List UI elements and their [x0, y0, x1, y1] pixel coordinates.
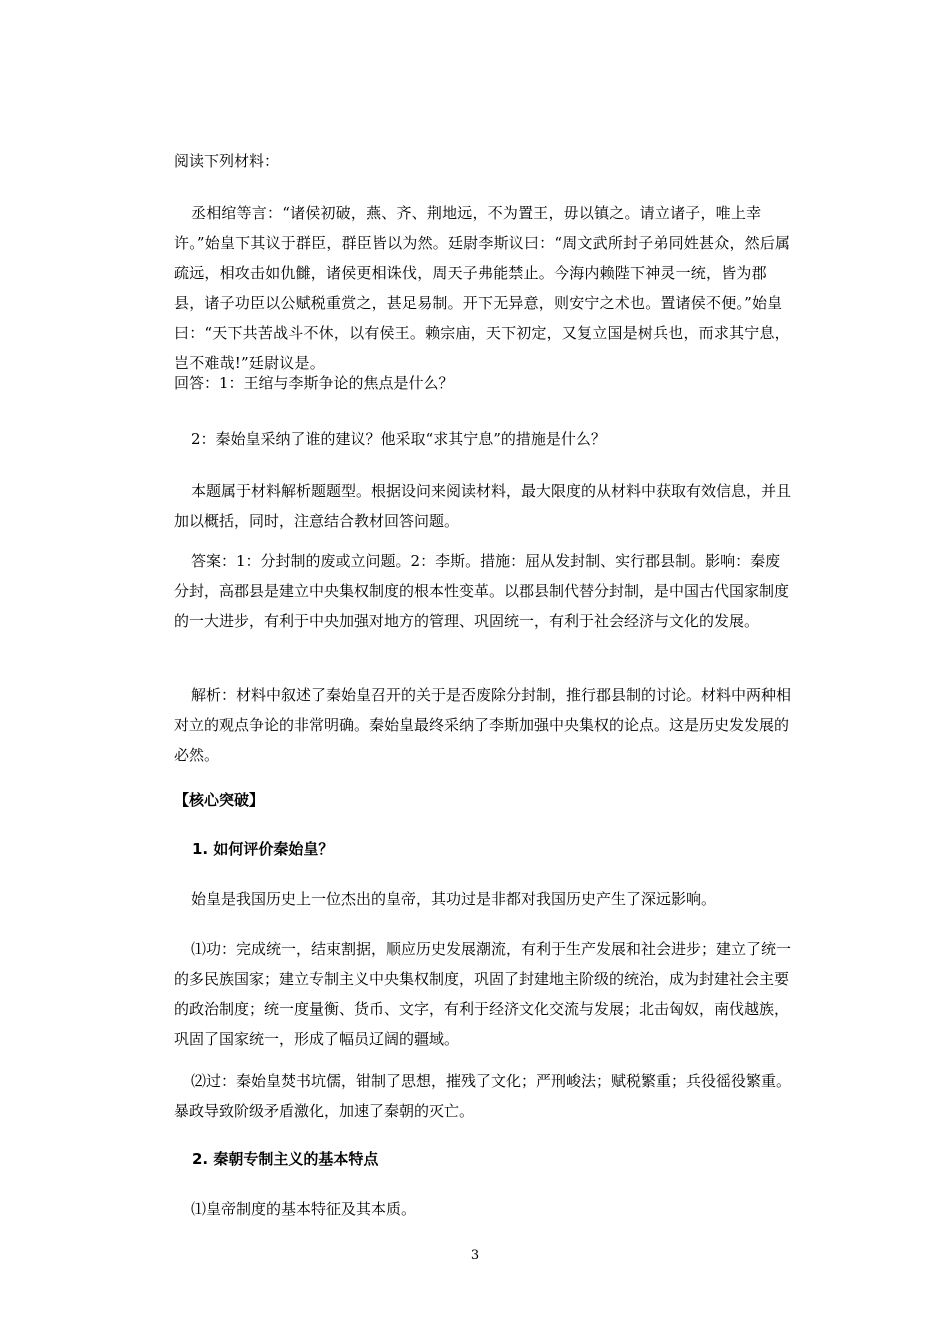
reading-prompt: 阅读下列材料： [174, 152, 280, 170]
page-number: 3 [470, 1248, 480, 1263]
heading-qin-autocracy-features: 2. 秦朝专制主义的基本特点 [192, 1150, 379, 1168]
method-paragraph: 本题属于材料解析题题型。根据设问来阅读材料，最大限度的从材料中获取有效信息，并且加以概括，同时，注意结合教材回答问题。 [174, 482, 792, 530]
section-heading: 【核心突破】 [174, 791, 265, 809]
heading-evaluate-qin-shihuang: 1. 如何评价秦始皇？ [192, 840, 334, 858]
analysis-paragraph: 解析：材料中叙述了秦始皇召开的关于是否废除分封制，推行郡县制的讨论。材料中两种相对立的观点争论的非常明确。秦始皇最终采纳了李斯加强中央集权的论点。这是历史发发展的必然。 [174, 686, 792, 764]
answer-paragraph: 答案：1：分封制的废或立问题。2：李斯。措施：屈从发封制、实行郡县制。影响：秦废分封，高郡县是建立中央集权制度的根本性变革。以郡县制代替分封制，是中国古代国家制度的一大进步，有利于中央加强对地方的管理、巩固统一，有利于社会经济与文化的发展。 [174, 552, 790, 630]
question-1: 回答：1：王绾与李斯争论的焦点是什么？ [174, 374, 454, 392]
faults-paragraph: ⑵过：秦始皇焚书坑儒，钳制了思想，摧残了文化；严刑峻法；赋税繁重；兵役徭役繁重。暴政导致阶级矛盾激化，加速了秦朝的灭亡。 [174, 1072, 792, 1120]
evaluation-intro: 始皇是我国历史上一位杰出的皇帝，其功过是非都对我国历史产生了深远影响。 [191, 890, 717, 908]
question-2: 2：秦始皇采纳了谁的建议？他采取“求其宁息”的措施是什么？ [191, 430, 606, 448]
point-emperor-system: ⑴皇帝制度的基本特征及其本质。 [191, 1200, 417, 1218]
merits-paragraph: ⑴功：完成统一，结束割据，顺应历史发展潮流，有利于生产发展和社会进步；建立了统一的多民族国家；建立专制主义中央集权制度，巩固了封建地主阶级的统治，成为封建社会主要的政治制度；统一度量衡、货币、文字，有利于经济文化交流与发展；北击匈奴，南伐越族，巩固了国家统一，形成了幅员辽阔的疆域。 [174, 940, 792, 1048]
source-material-paragraph: 丞相绾等言：“诸侯初破，燕、齐、荆地远，不为置王，毋以镇之。请立诸子，唯上幸许。”始皇下其议于群臣，群臣皆以为然。廷尉李斯议曰：“周文武所封子弟同姓甚众，然后属疏远，相攻击如仇雠，诸侯更相诛伐，周天子弗能禁止。今海内赖陛下神灵一统，皆为郡县，诸子功臣以公赋税重赏之，甚足易制。开下无异意，则安宁之术也。置诸侯不便。”始皇曰：“天下共苦战斗不休，以有侯王。赖宗庙，天下初定，又复立国是树兵也，而求其宁息，岂不难哉!”廷尉议是。 [174, 204, 791, 372]
